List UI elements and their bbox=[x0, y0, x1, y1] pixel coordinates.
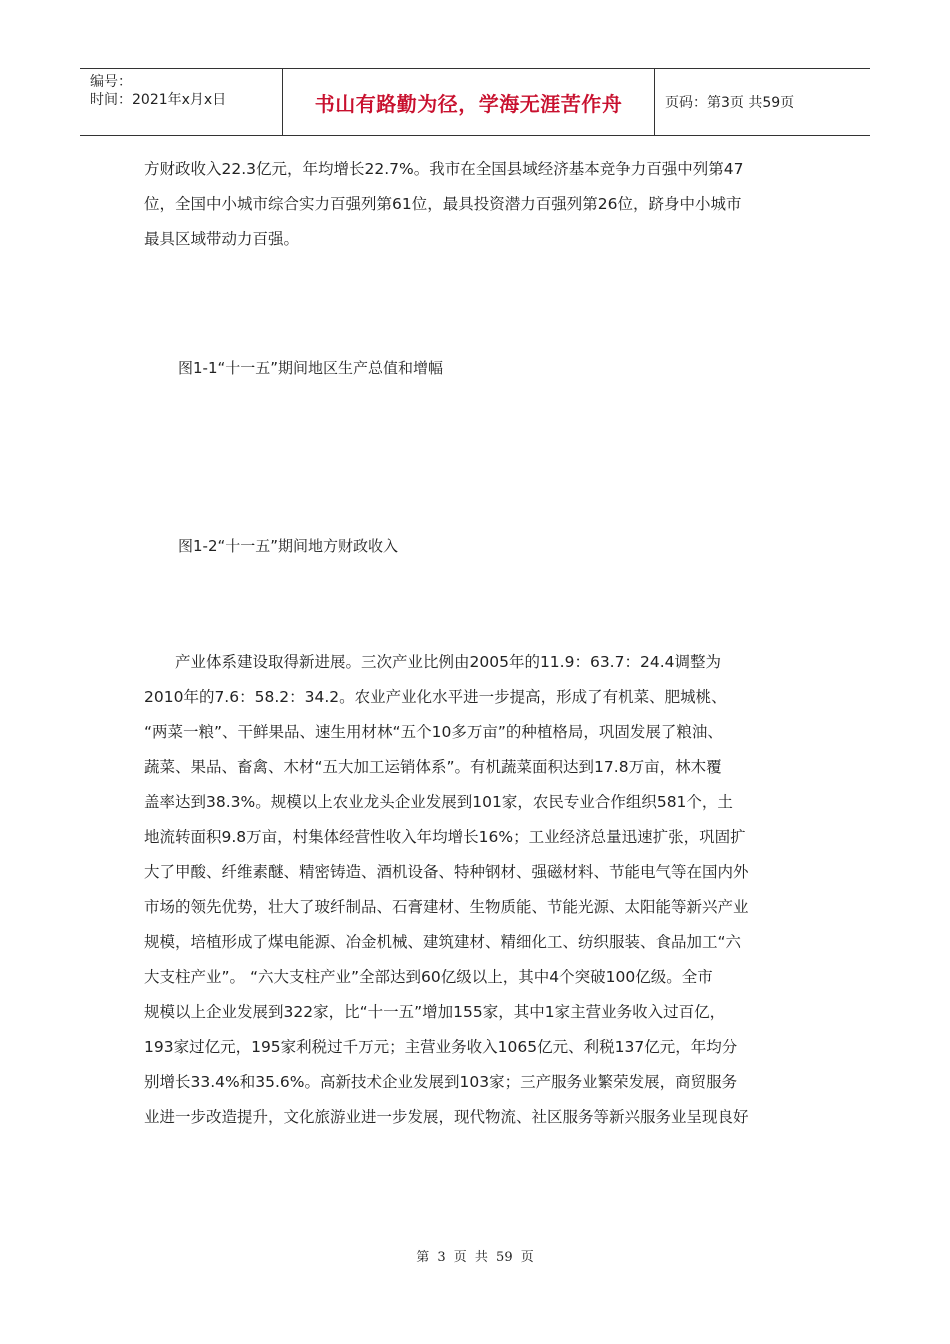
paragraph-line: 业进一步改造提升，文化旅游业进一步发展，现代物流、社区服务等新兴服务业呈现良好 bbox=[144, 1108, 749, 1126]
header-left-cell bbox=[80, 69, 282, 135]
paragraph-industry-system bbox=[144, 645, 814, 1135]
header-page-info: 页码：第3页 共59页 bbox=[665, 95, 795, 111]
paragraph-line: 位，全国中小城市综合实力百强列第61位，最具投资潜力百强列第26位，跻身中小城市 bbox=[144, 195, 742, 213]
paragraph-line: 地流转面积9.8万亩，村集体经营性收入年均增长16%；工业经济总量迅速扩张，巩固扩 bbox=[144, 828, 746, 846]
paragraph-line: 别增长33.4%和35.6%。高新技术企业发展到103家；三产服务业繁荣发展，商贸服务 bbox=[144, 1073, 738, 1091]
paragraph-line: 产业体系建设取得新进展。三次产业比例由2005年的11.9：63.7：24.4调整为 bbox=[144, 653, 721, 671]
figure-caption-2: 图1-2“十一五”期间地方财政收入 bbox=[178, 537, 399, 555]
page-header bbox=[80, 68, 870, 136]
paragraph-line: 市场的领先优势，壮大了玻纤制品、石膏建材、生物质能、节能光源、太阳能等新兴产业 bbox=[144, 898, 749, 916]
header-motto: 书山有路勤为径，学海无涯苦作舟 bbox=[314, 91, 623, 116]
paragraph-line: 大支柱产业”。 “六大支柱产业”全部达到60亿级以上，其中4个突破100亿级。全市 bbox=[144, 968, 713, 986]
paragraph-fiscal-summary bbox=[144, 152, 814, 257]
figure-caption-1: 图1-1“十一五”期间地区生产总值和增幅 bbox=[178, 359, 444, 377]
paragraph-line: 盖率达到38.3%。规模以上农业龙头企业发展到101家，农民专业合作组织581个，土 bbox=[144, 793, 733, 811]
paragraph-line: 大了甲酸、纤维素醚、精密铸造、酒机设备、特种钢材、强磁材料、节能电气等在国内外 bbox=[144, 863, 749, 881]
document-number-label: 编号： bbox=[90, 74, 132, 90]
paragraph-line: 规模，培植形成了煤电能源、冶金机械、建筑建材、精细化工、纺织服装、食品加工“六 bbox=[144, 933, 742, 951]
paragraph-line: “两菜一粮”、干鲜果品、速生用材林“五个10多万亩”的种植格局，巩固发展了粮油、 bbox=[144, 723, 723, 741]
document-time-label: 时间：2021年x月x日 bbox=[90, 92, 227, 108]
paragraph-line: 2010年的7.6：58.2：34.2。农业产业化水平进一步提高，形成了有机菜、肥城桃、 bbox=[144, 688, 727, 706]
page-footer: 第 3 页 共 59 页 bbox=[416, 1250, 534, 1265]
paragraph-line: 蔬菜、果品、畜禽、木材“五大加工运销体系”。有机蔬菜面积达到17.8万亩，林木覆 bbox=[144, 758, 722, 776]
header-motto-cell bbox=[282, 69, 655, 135]
paragraph-line: 规模以上企业发展到322家，比“十一五”增加155家，其中1家主营业务收入过百亿， bbox=[144, 1003, 726, 1021]
header-page-cell bbox=[655, 69, 870, 135]
paragraph-line: 193家过亿元，195家利税过千万元；主营业务收入1065亿元、利税137亿元，年均分 bbox=[144, 1038, 738, 1056]
paragraph-line: 最具区域带动力百强。 bbox=[144, 230, 300, 248]
paragraph-line: 方财政收入22.3亿元，年均增长22.7%。我市在全国县域经济基本竞争力百强中列第47 bbox=[144, 160, 744, 178]
